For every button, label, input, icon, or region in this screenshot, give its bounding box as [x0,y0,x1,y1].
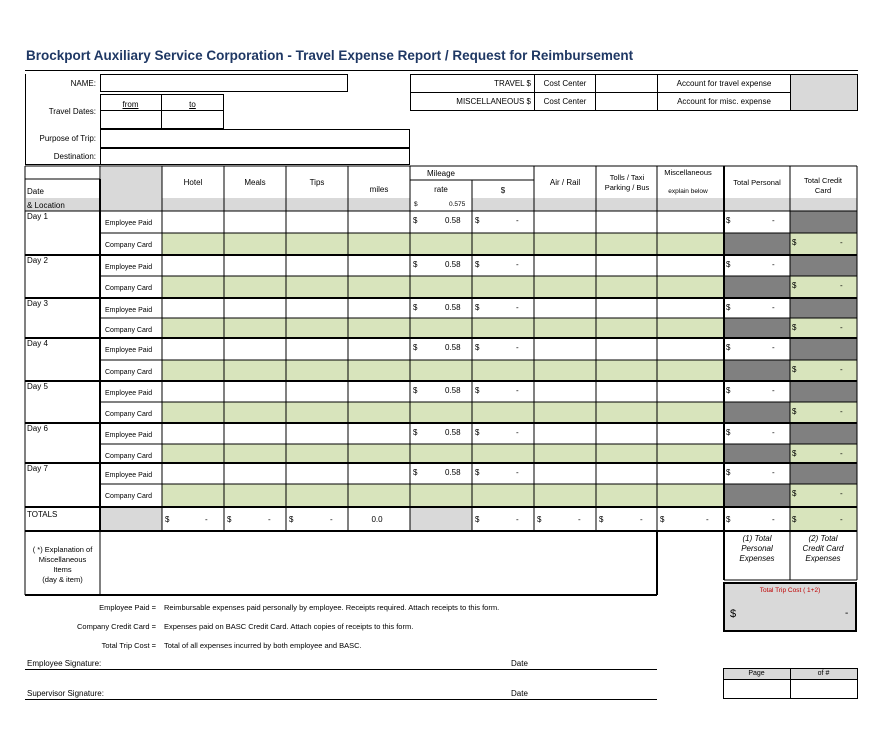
expense-input-cell[interactable] [349,382,409,401]
company-input-cell[interactable] [535,403,595,421]
personal-total-currency: $ [726,428,731,437]
company-input-cell[interactable] [163,403,223,421]
personal-total-value: - [772,343,775,352]
company-input-cell[interactable] [658,319,718,337]
expense-input-cell[interactable] [287,256,347,275]
employee-paid-label: Employee Paid [105,472,153,479]
personal-total-value: - [772,428,775,437]
date-header: Date [27,187,44,196]
company-input-cell[interactable] [163,234,223,252]
rate-header: rate [434,185,448,194]
company-card-label: Company Card [105,411,153,418]
totals-air-currency: $ [537,515,542,524]
company-input-cell[interactable] [163,445,223,463]
mileage-currency: $ [475,386,480,395]
totals-hotel-currency: $ [165,515,170,524]
tips-header: Tips [309,178,325,187]
totals-personal-currency: $ [726,515,731,524]
misc-dollar-label: MISCELLANEOUS $ [456,97,531,106]
personal-total-currency: $ [726,216,731,225]
expense-input-cell[interactable] [163,299,223,317]
mileage-currency: $ [475,468,480,477]
company-input-cell[interactable] [349,403,409,421]
credit-dark-fill [790,298,857,318]
employee-paid-label: Employee Paid [105,390,153,397]
company-input-cell[interactable] [225,234,285,252]
day-label: Day 4 [27,339,48,348]
employee-signature-label: Employee Signature: [27,659,102,668]
totals-mileage-value: - [516,515,519,524]
expense-input-cell[interactable] [349,424,409,443]
company-input-cell[interactable] [163,277,223,295]
mileage-dollar-header: $ [500,186,506,195]
mileage-value: - [516,303,519,312]
company-card-label: Company Card [105,453,153,460]
rate-currency: $ [413,303,418,312]
tolls-header-2: Parking / Bus [604,183,650,192]
credit-total-currency: $ [792,365,797,374]
credit-total-currency: $ [792,238,797,247]
company-input-cell[interactable] [225,445,285,463]
company-input-cell[interactable] [535,445,595,463]
expense-input-cell[interactable] [163,464,223,483]
credit-green-fill [790,484,857,507]
personal-total-value: - [772,468,775,477]
totals-fill [101,507,162,531]
rate-value: 0.58 [445,343,461,352]
employee-paid-label: Employee Paid [105,307,153,314]
credit-green-fill [790,444,857,463]
company-input-cell[interactable] [658,361,718,379]
totals-credit-currency: $ [792,515,797,524]
expense-input-cell[interactable] [535,424,595,443]
company-input-cell[interactable] [225,277,285,295]
expense-input-cell[interactable] [597,299,657,317]
personal-dark-fill [724,318,790,338]
mileage-value: - [516,260,519,269]
expense-input-cell[interactable] [287,339,347,359]
expense-input-cell[interactable] [658,256,718,275]
mileage-currency: $ [475,303,480,312]
company-input-cell[interactable] [287,361,347,379]
summary-personal-3: Expenses [739,554,775,563]
company-card-label: Company Card [105,242,153,249]
tolls-header-1: Tolls / Taxi [609,173,645,182]
expense-input-cell[interactable] [658,424,718,443]
personal-total-value: - [772,386,775,395]
personal-total-currency: $ [726,260,731,269]
subheader-fill [26,198,348,211]
employee-paid-label: Employee Paid [105,432,153,439]
rate-currency: $ [413,216,418,225]
totals-mileage-currency: $ [475,515,480,524]
cost-center-label-2: Cost Center [543,97,587,106]
expense-input-cell[interactable] [287,382,347,401]
company-input-cell[interactable] [597,319,657,337]
expense-input-cell[interactable] [349,464,409,483]
from-label: from [122,100,139,109]
expense-input-cell[interactable] [287,424,347,443]
of-label: of # [817,670,830,677]
totals-tips-currency: $ [289,515,294,524]
company-input-cell[interactable] [287,403,347,421]
expense-input-cell[interactable] [349,256,409,275]
employee-date-label: Date [511,659,528,668]
expense-input-cell[interactable] [287,299,347,317]
mileage-value: - [516,468,519,477]
day-label: Day 3 [27,299,48,308]
travel-dates-label: Travel Dates: [48,107,96,116]
summary-credit-2: Credit Card [802,544,844,553]
supervisor-date-label: Date [511,689,528,698]
page-total-field[interactable] [791,680,857,698]
expense-input-cell[interactable] [287,212,347,232]
company-input-cell[interactable] [658,234,718,252]
expense-input-cell[interactable] [535,212,595,232]
credit-total-value: - [840,281,843,290]
expense-input-cell[interactable] [597,256,657,275]
personal-total-value: - [772,303,775,312]
trip-cost-value: - [845,608,849,619]
company-input-cell[interactable] [597,361,657,379]
totals-meals-currency: $ [227,515,232,524]
credit-dark-fill [790,463,857,484]
expense-input-cell[interactable] [597,464,657,483]
day-label: Day 1 [27,212,48,221]
explanation-line-1: ( *) Explanation of [32,545,93,554]
summary-personal-2: Personal [741,544,773,553]
rate-value: 0.58 [445,428,461,437]
totals-air-value: - [578,515,581,524]
totals-label: TOTALS [27,510,58,519]
totals-misc-currency: $ [660,515,665,524]
legend-trip-key: Total Trip Cost = [101,641,156,650]
expense-input-cell[interactable] [287,464,347,483]
company-input-cell[interactable] [597,485,657,503]
expense-input-cell[interactable] [163,256,223,275]
legend-employee-text: Reimbursable expenses paid personally by employee. Receipts required. Attach receipts to this form. [164,603,500,612]
name-label: NAME: [70,79,96,88]
credit-green-fill [790,276,857,298]
company-input-cell[interactable] [658,445,718,463]
personal-dark-fill [724,444,790,463]
subheader-fill [724,198,790,211]
credit-dark-fill [790,423,857,444]
expense-input-cell[interactable] [658,212,718,232]
company-input-cell[interactable] [535,234,595,252]
company-input-cell[interactable] [225,361,285,379]
company-input-cell[interactable] [597,277,657,295]
company-input-cell[interactable] [597,445,657,463]
employee-paid-label: Employee Paid [105,264,153,271]
credit-total-value: - [840,449,843,458]
expense-input-cell[interactable] [535,382,595,401]
credit-total-currency: $ [792,449,797,458]
summary-personal-1: (1) Total [742,534,772,543]
mileage-currency: $ [475,216,480,225]
subheader-fill [534,198,724,211]
summary-credit-1: (2) Total [808,534,838,543]
company-card-label: Company Card [105,327,153,334]
personal-dark-fill [724,233,790,255]
trip-cost-currency: $ [730,608,737,620]
company-input-cell[interactable] [658,485,718,503]
credit-total-value: - [840,407,843,416]
personal-dark-fill [724,402,790,423]
mileage-value: - [516,216,519,225]
supervisor-signature-label: Supervisor Signature: [27,689,104,698]
credit-green-fill [790,233,857,255]
credit-total-value: - [840,323,843,332]
rate-value: 0.58 [445,216,461,225]
mileage-value: - [516,386,519,395]
company-input-cell[interactable] [163,485,223,503]
explanation-field[interactable] [101,533,657,595]
credit-total-currency: $ [792,489,797,498]
credit-dark-fill [790,381,857,402]
expense-input-cell[interactable] [163,212,223,232]
mileage-currency: $ [475,428,480,437]
employee-paid-label: Employee Paid [105,347,153,354]
credit-dark-fill [790,211,857,233]
day-label: Day 5 [27,382,48,391]
summary-credit-3: Expenses [805,554,841,563]
credit-total-value: - [840,489,843,498]
expense-input-cell[interactable] [658,339,718,359]
company-input-cell[interactable] [349,445,409,463]
personal-total-value: - [772,260,775,269]
personal-total-currency: $ [726,468,731,477]
air-rail-header: Air / Rail [549,178,581,187]
page-title: Brockport Auxiliary Service Corporation - Travel Expense Report / Request for Reimbursement [26,48,634,63]
expense-input-cell[interactable] [658,464,718,483]
expense-input-cell[interactable] [535,464,595,483]
mileage-currency: $ [475,343,480,352]
company-input-cell[interactable] [349,485,409,503]
personal-dark-fill [724,484,790,507]
expense-input-cell[interactable] [597,339,657,359]
company-input-cell[interactable] [287,485,347,503]
totals-tolls-value: - [640,515,643,524]
legend-company-key: Company Credit Card = [77,622,156,631]
company-input-cell[interactable] [349,361,409,379]
expense-input-cell[interactable] [658,299,718,317]
expense-input-cell[interactable] [225,424,285,443]
company-input-cell[interactable] [287,234,347,252]
account-travel-label: Account for travel expense [676,79,772,88]
total-personal-header: Total Personal [733,178,781,187]
expense-input-cell[interactable] [225,212,285,232]
cost-center-label-1: Cost Center [543,79,587,88]
location-header: & Location [27,201,65,210]
misc-header-2: explain below [668,188,708,195]
company-input-cell[interactable] [535,277,595,295]
expense-input-cell[interactable] [597,382,657,401]
total-credit-header-2: Card [814,186,832,195]
expense-input-cell[interactable] [163,339,223,359]
total-credit-header-1: Total Credit [804,176,842,185]
rate-currency: $ [413,343,418,352]
day-label: Day 2 [27,256,48,265]
company-input-cell[interactable] [535,485,595,503]
mileage-currency: $ [475,260,480,269]
company-input-cell[interactable] [349,277,409,295]
day-label: Day 7 [27,464,48,473]
company-input-cell[interactable] [597,234,657,252]
expense-input-cell[interactable] [225,256,285,275]
totals-miles-value: 0.0 [371,515,383,524]
company-input-cell[interactable] [225,485,285,503]
credit-green-fill [790,402,857,423]
totals-personal-value: - [772,515,775,524]
company-card-label: Company Card [105,369,153,376]
explanation-line-2: Miscellaneous [38,555,87,564]
company-input-cell[interactable] [287,277,347,295]
rate-currency: $ [413,386,418,395]
expense-input-cell[interactable] [225,339,285,359]
rate-value: 0.58 [445,386,461,395]
rate-currency: $ [413,468,418,477]
totals-meals-value: - [268,515,271,524]
company-input-cell[interactable] [658,277,718,295]
expense-input-cell[interactable] [535,339,595,359]
totals-tolls-currency: $ [599,515,604,524]
company-card-label: Company Card [105,493,153,500]
expense-input-cell[interactable] [349,212,409,232]
expense-input-cell[interactable] [225,299,285,317]
company-input-cell[interactable] [225,403,285,421]
expense-input-cell[interactable] [597,424,657,443]
expense-input-cell[interactable] [658,382,718,401]
totals-misc-value: - [706,515,709,524]
subheader-fill [790,198,857,211]
credit-total-currency: $ [792,407,797,416]
account-misc-label: Account for misc. expense [677,97,771,106]
totals-credit-fill [790,507,857,531]
credit-total-value: - [840,365,843,374]
rate-currency: $ [413,260,418,269]
company-input-cell[interactable] [163,319,223,337]
rate-value: 0.58 [445,468,461,477]
expense-input-cell[interactable] [349,339,409,359]
personal-total-currency: $ [726,303,731,312]
rate-value: 0.575 [449,201,466,208]
credit-dark-fill [790,255,857,276]
rate-value-prefix: $ [414,201,418,208]
page-label: Page [748,670,765,677]
expense-input-cell[interactable] [535,256,595,275]
rate-value: 0.58 [445,303,461,312]
travel-dollar-label: TRAVEL $ [494,79,531,88]
personal-total-currency: $ [726,343,731,352]
misc-header-1: Miscellaneous [664,168,712,177]
totals-tips-value: - [330,515,333,524]
destination-label: Destination: [53,152,96,161]
expense-input-cell[interactable] [225,464,285,483]
legend-trip-text: Total of all expenses incurred by both employee and BASC. [164,641,362,650]
personal-dark-fill [724,276,790,298]
totals-hotel-value: - [205,515,208,524]
legend-company-text: Expenses paid on BASC Credit Card. Attach copies of receipts to this form. [164,622,414,631]
personal-total-value: - [772,216,775,225]
company-input-cell[interactable] [287,445,347,463]
trip-cost-label: Total Trip Cost ( 1+2) [759,587,821,594]
personal-dark-fill [724,360,790,381]
rate-value: 0.58 [445,260,461,269]
credit-total-value: - [840,238,843,247]
company-card-label: Company Card [105,285,153,292]
expense-input-cell[interactable] [349,299,409,317]
company-input-cell[interactable] [287,319,347,337]
supervisor-signature-line[interactable] [25,699,657,700]
credit-dark-fill [790,338,857,360]
expense-input-cell[interactable] [597,212,657,232]
mileage-value: - [516,343,519,352]
employee-paid-label: Employee Paid [105,220,153,227]
totals-credit-value: - [840,515,843,524]
company-input-cell[interactable] [535,361,595,379]
to-label: to [189,100,196,109]
expense-input-cell[interactable] [163,424,223,443]
personal-total-currency: $ [726,386,731,395]
explanation-line-3: Items [53,565,72,574]
purpose-label: Purpose of Trip: [39,134,96,143]
company-input-cell[interactable] [225,319,285,337]
legend-employee-key: Employee Paid = [99,603,156,612]
expense-input-cell[interactable] [535,299,595,317]
totals-fill [410,507,472,531]
credit-green-fill [790,360,857,381]
credit-total-currency: $ [792,281,797,290]
miles-header: miles [369,185,389,194]
company-input-cell[interactable] [535,319,595,337]
expense-input-cell[interactable] [163,382,223,401]
page-number-field[interactable] [724,680,790,698]
mileage-value: - [516,428,519,437]
employee-signature-line[interactable] [25,669,657,670]
company-input-cell[interactable] [658,403,718,421]
company-input-cell[interactable] [163,361,223,379]
hotel-header: Hotel [183,178,203,187]
meals-header: Meals [244,178,266,187]
company-input-cell[interactable] [349,234,409,252]
mileage-header: Mileage [426,169,455,178]
credit-total-currency: $ [792,323,797,332]
expense-input-cell[interactable] [225,382,285,401]
rate-currency: $ [413,428,418,437]
explanation-line-4: (day & item) [42,575,83,584]
credit-green-fill [790,318,857,338]
company-input-cell[interactable] [349,319,409,337]
day-label: Day 6 [27,424,48,433]
company-input-cell[interactable] [597,403,657,421]
